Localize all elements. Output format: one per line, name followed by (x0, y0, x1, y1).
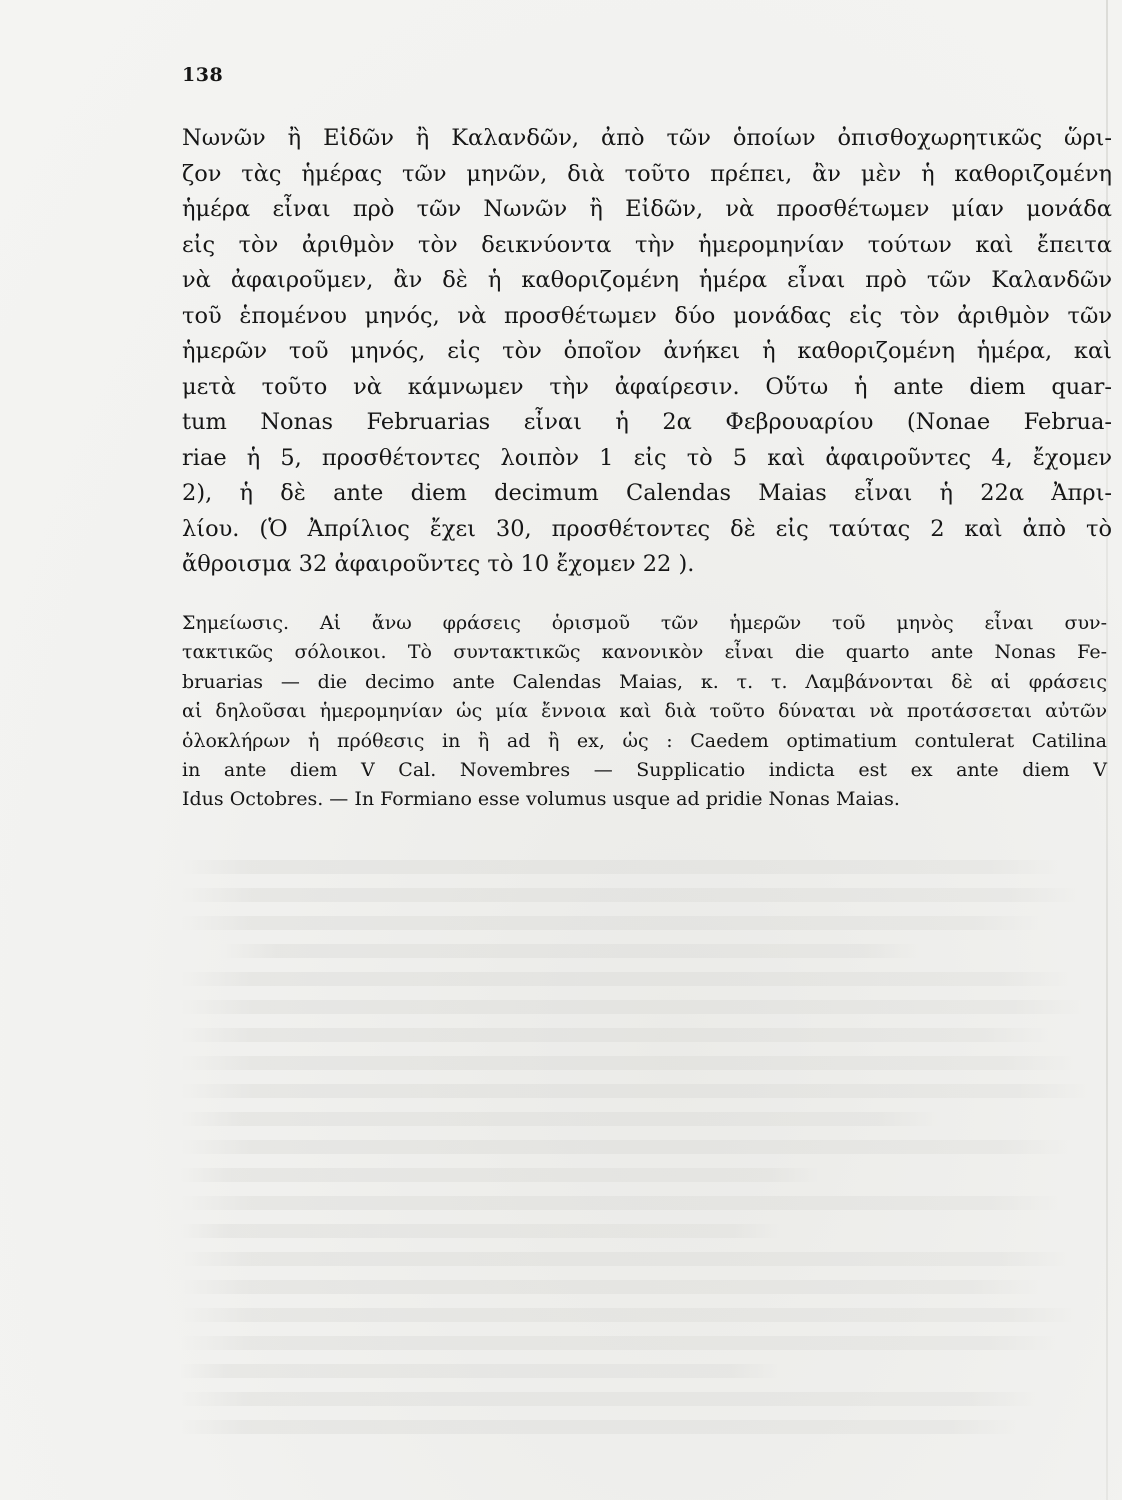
show-through-texture (180, 840, 1110, 1460)
main-line: εἰς τὸν ἀριθμὸν τὸν δεικνύοντα τὴν ἡμερομηνίαν τούτων καὶ ἔπειτα (182, 231, 1112, 258)
bleed-line (180, 1308, 1080, 1322)
bleed-line (180, 916, 1040, 930)
main-line: λίου. (Ὁ Ἀπρίλιος ἔχει 30, προσθέτοντες δὲ εἰς ταύτας 2 καὶ ἀπὸ τὸ (182, 515, 1112, 542)
bleed-line (180, 1392, 1040, 1406)
bleed-line (180, 1420, 1020, 1434)
note-paragraph (182, 609, 1107, 815)
bleed-line (180, 860, 1060, 874)
main-line: τοῦ ἑπομένου μηνός, νὰ προσθέτωμεν δύο μονάδας εἰς τὸν ἀριθμὸν τῶν (182, 302, 1112, 329)
bleed-line (180, 1336, 1060, 1350)
note-line: Idus Octobres. — In Formiano esse volumus usque ad pridie Nonas Maias. (182, 788, 900, 811)
bleed-line (180, 1196, 1060, 1210)
bleed-line (180, 1168, 820, 1182)
bleed-line (180, 1224, 780, 1238)
bleed-line (180, 1000, 1085, 1014)
main-line: ἡμερῶν τοῦ μηνός, εἰς τὸν ὁποῖον ἀνήκει ἡ καθοριζομένη ἡμέρα, καὶ (182, 338, 1112, 364)
main-paragraph (182, 121, 1112, 583)
bleed-line (180, 1280, 1040, 1294)
main-line: ἡμέρα εἶναι πρὸ τῶν Νωνῶν ἢ Εἰδῶν, νὰ προσθέτωμεν μίαν μονάδα (182, 196, 1112, 222)
bleed-line (180, 1056, 1075, 1070)
note-line: ὁλοκλήρων ἡ πρόθεσις in ἢ ad ἢ ex, ὡς : Caedem optimatium contulerat Catilina (182, 729, 1107, 752)
main-line: νὰ ἀφαιροῦμεν, ἂν δὲ ἡ καθοριζομένη ἡμέρα εἶναι πρὸ τῶν Καλανδῶν (182, 267, 1112, 293)
page-number: 138 (182, 64, 224, 86)
note-line: in ante diem V Cal. Novembres — Supplicatio indicta est ex ante diem V (182, 758, 1107, 781)
bleed-line (180, 1028, 1050, 1042)
note-line: bruarias — die decimo ante Calendas Maias, κ. τ. τ. Λαμβάνονται δὲ αἱ φράσεις (182, 670, 1107, 693)
main-line: ζον τὰς ἡμέρας τῶν μηνῶν, διὰ τοῦτο πρέπει, ἂν μὲν ἡ καθοριζομένη (182, 160, 1112, 187)
bleed-line (180, 1252, 1070, 1266)
bleed-line (180, 972, 1070, 986)
bleed-line (180, 1140, 1070, 1154)
bleed-line (180, 1364, 780, 1378)
note-line: τακτικῶς σόλοικοι. Τὸ συντακτικῶς κανονικὸν εἶναι die quarto ante Nonas Fe- (182, 641, 1107, 664)
main-line: μετὰ τοῦτο νὰ κάμνωμεν τὴν ἀφαίρεσιν. Οὕτω ἡ ante diem quar- (182, 373, 1112, 400)
main-line: Νωνῶν ἢ Εἰδῶν ἢ Καλανδῶν, ἀπὸ τῶν ὁποίων ὀπισθοχωρητικῶς ὥρι- (182, 125, 1112, 151)
main-line: 2), ἡ δὲ ante diem decimum Calendas Maias εἶναι ἡ 22α Ἀπρι- (182, 480, 1112, 506)
bleed-line (220, 944, 920, 958)
note-line: αἱ δηλοῦσαι ἡμερομηνίαν ὡς μία ἔννοια καὶ διὰ τοῦτο δύναται νὰ προτάσσεται αὐτῶν (182, 700, 1107, 723)
bleed-line (180, 888, 1080, 902)
main-line: tum Nonas Februarias εἶναι ἡ 2α Φεβρουαρίου (Nonae Februa- (182, 409, 1112, 435)
main-line: ἄθροισμα 32 ἀφαιροῦντες τὸ 10 ἔχομεν 22 ). (182, 551, 695, 577)
main-line: riae ἡ 5, προσθέτοντες λοιπὸν 1 εἰς τὸ 5 καὶ ἀφαιροῦντες 4, ἔχομεν (182, 444, 1112, 471)
bleed-line (180, 1084, 1090, 1098)
bleed-line (180, 1112, 940, 1126)
note-line: Σημείωσις. Αἱ ἄνω φράσεις ὁρισμοῦ τῶν ἡμερῶν τοῦ μηνὸς εἶναι συν- (182, 612, 1107, 634)
